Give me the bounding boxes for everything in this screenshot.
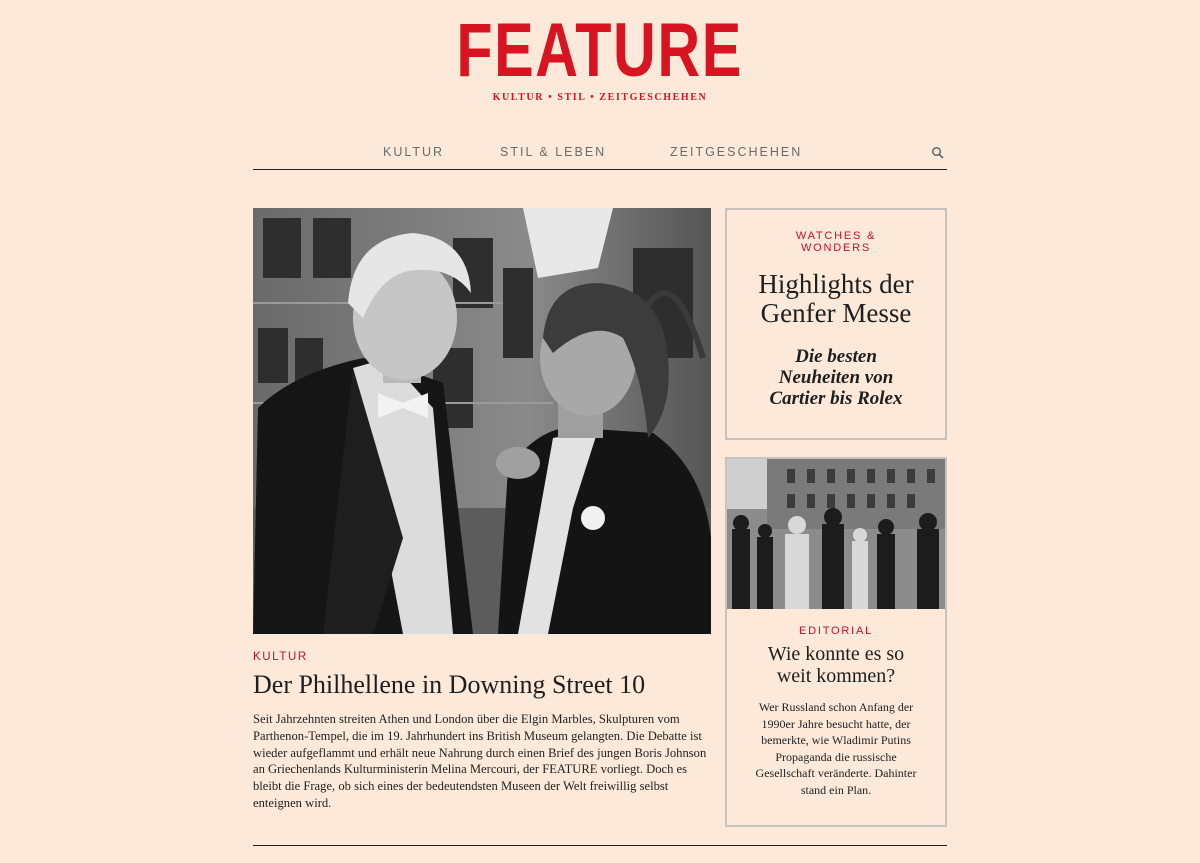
masthead bbox=[0, 8, 1200, 103]
site-tagline: KULTUR • STIL • ZEITGESCHEHEN bbox=[492, 92, 708, 103]
editorial-kicker: EDITORIAL bbox=[798, 625, 874, 637]
editorial-teaser-card[interactable] bbox=[725, 457, 947, 827]
bottom-divider bbox=[253, 845, 947, 846]
editorial-photo[interactable] bbox=[727, 459, 945, 609]
main-article-body: Seit Jahrzehnten streiten Athen und London über die Elgin Marbles, Skulpturen vom Parthenon-Tempel, die im 19. Jahrhundert ins British Museum gelangten. Die Debatte ist wieder aufgeflammt und erhält neue Nahrung durch einen Brief des jungen Boris Johnson an Griechenlands Kulturministerin Melina Mercouri, der FEATURE vorliegt. Doch es bleibt die Frage, ob sich eines der bedeutendsten Museen der Welt freiwillig selbst enteignen wird. bbox=[253, 712, 707, 810]
search-icon[interactable] bbox=[931, 146, 945, 160]
editorial-body: Wer Russland schon Anfang der 1990er Jahre besucht hatte, der bemerkte, wie Wladimir Putins Propaganda die russische Gesellschaft veränderte. Dahinter stand ein Plan. bbox=[755, 700, 917, 797]
nav-item-stil-leben[interactable]: STIL & LEBEN bbox=[500, 145, 607, 159]
main-article-photo[interactable] bbox=[253, 208, 711, 634]
watches-teaser-title[interactable]: Highlights der Genfer Messe bbox=[758, 269, 914, 328]
watches-teaser-subtitle: Die besten Neuheiten von Cartier bis Rolex bbox=[769, 346, 903, 409]
main-nav bbox=[253, 136, 947, 170]
nav-item-zeitgeschehen[interactable]: ZEITGESCHEHEN bbox=[670, 145, 803, 159]
watches-teaser-kicker: WATCHES & WONDERS bbox=[795, 230, 877, 254]
editorial-title[interactable]: Wie konnte es so weit kommen? bbox=[767, 643, 905, 687]
site-logo[interactable]: FEATURE bbox=[456, 8, 744, 93]
nav-item-kultur[interactable]: KULTUR bbox=[383, 145, 445, 159]
main-article-category[interactable]: KULTUR bbox=[253, 651, 308, 663]
main-article-title[interactable]: Der Philhellene in Downing Street 10 bbox=[253, 670, 646, 699]
watches-teaser-card[interactable] bbox=[725, 208, 947, 440]
